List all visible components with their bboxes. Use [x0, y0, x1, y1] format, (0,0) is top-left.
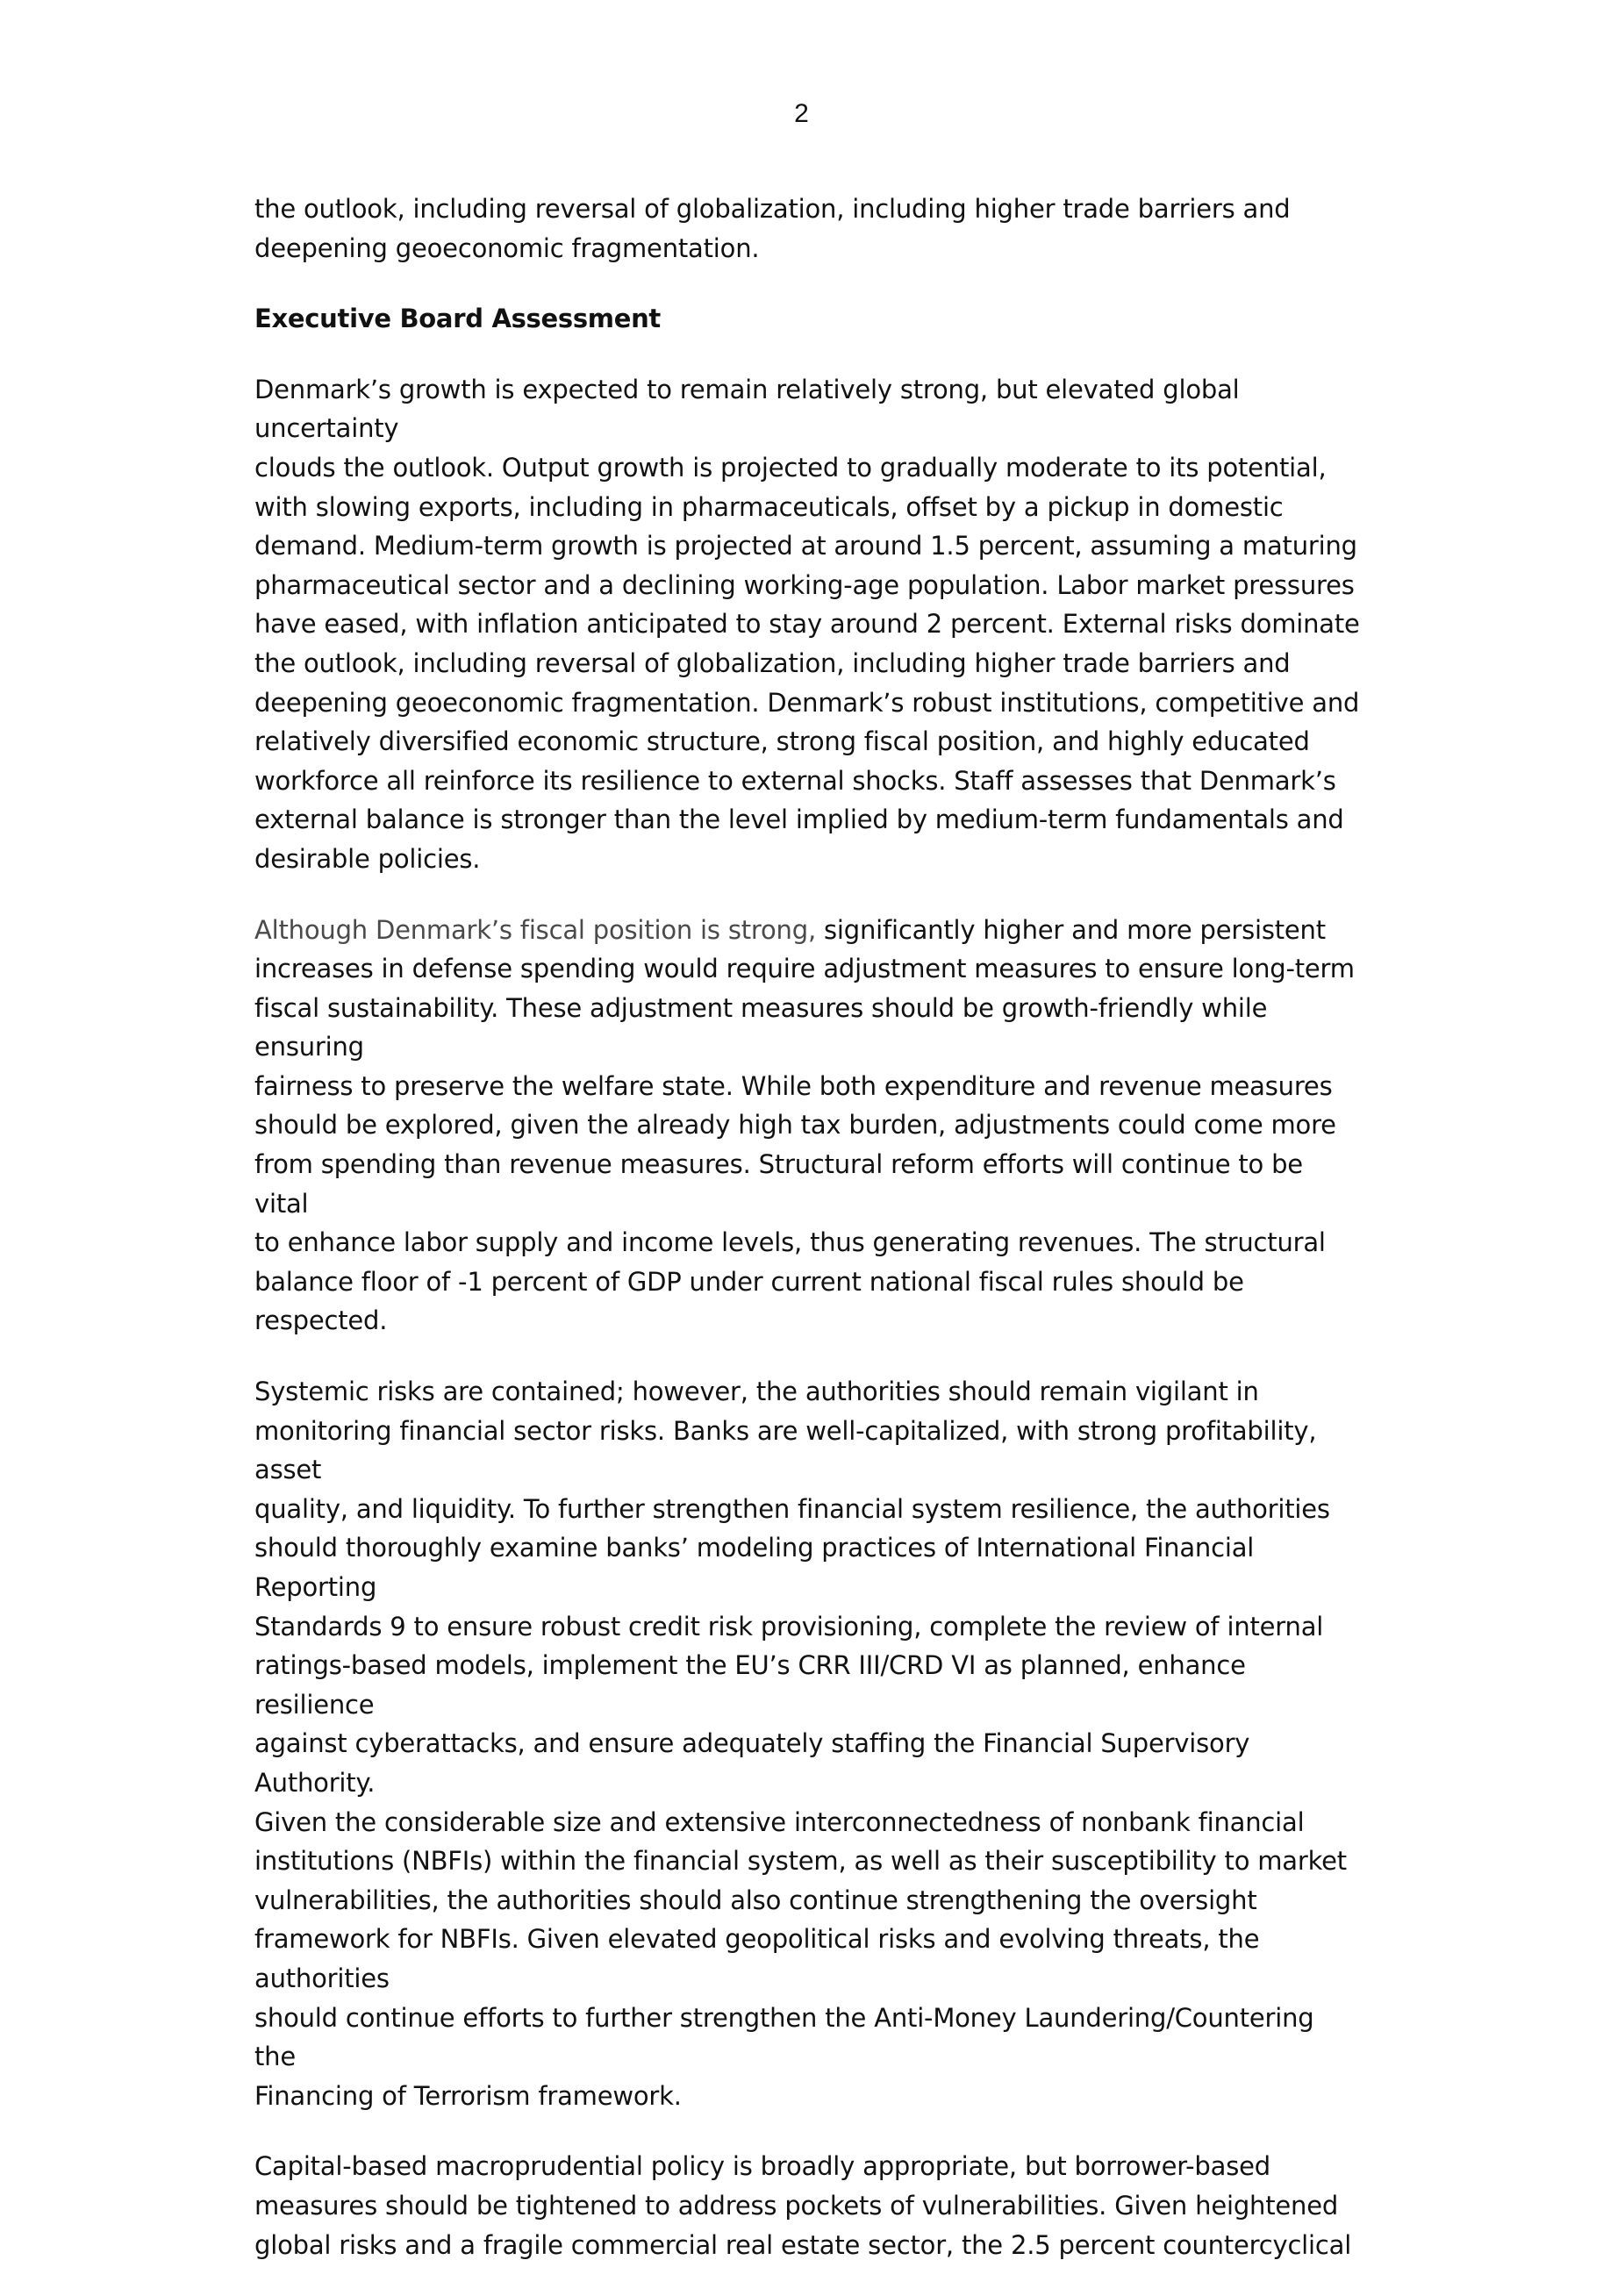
fiscal-body-text: significantly higher and more persistent increases in defense spending would require adjustment measures to ensure long-term fiscal sustainability. These adjustment measures should be growth-friendly while ensuring fairness to preserve the welfare state. While both expenditure and revenue measures should be explored, given the already high tax burden, adjustments could come more from spending than revenue measures. Structural reform efforts will continue to be vital to enhance labor supply and income levels, thus generating revenues. The structural balance floor of -1 percent of GDP under current national fiscal rules should be respected. — [254, 914, 1355, 1336]
growth-paragraph: Denmark’s growth is expected to remain relatively strong, but elevated global uncertainty clouds the outlook. Output growth is projected to gradually moderate to its potential, with slowing exports, including in pharmaceuticals, offset by a pickup in domestic demand. Medium-term growth is projected at around 1.5 percent, assuming a maturing pharmaceutical sector and a declining working-age population. Labor market pressures have eased, with inflation anticipated to stay around 2 percent. External risks dominate the outlook, including reversal of globalization, including higher trade barriers and deepening geoeconomic fragmentation. Denmark’s robust institutions, competitive and relatively diversified economic structure, strong fiscal position, and highly educated workforce all reinforce its resilience to external shocks. Staff assesses that Denmark’s external balance is stronger than the level implied by medium-term fundamentals and desirable policies. — [254, 374, 1360, 874]
intro-continuation-paragraph: the outlook, including reversal of globalization, including higher trade barriers and deepening geoeconomic fragmentation. — [254, 194, 1291, 263]
page-number: 2 — [794, 99, 809, 128]
macroprudential-paragraph: Capital-based macroprudential policy is broadly appropriate, but borrower-based measures should be tightened to address pockets of vulnerabilities. Given heightened global risks and a fragile commercial real estate sector, the 2.5 percent countercyclical — [254, 2151, 1352, 2260]
fiscal-lead-text: Although Denmark’s fiscal position is strong, — [254, 914, 816, 945]
fiscal-paragraph — [254, 911, 1360, 1341]
document-body — [254, 190, 1360, 2296]
systemic-risk-paragraph: Systemic risks are contained; however, the authorities should remain vigilant in monitoring financial sector risks. Banks are well-capitalized, with strong profitability, asset quality, and liquidity. To further strengthen financial system resilience, the authorities should thoroughly examine banks’ modeling practices of International Financial Reporting Standards 9 to ensure robust credit risk provisioning, complete the review of internal ratings-based models, implement the EU’s CRR III/CRD VI as planned, enhance resilience against cyberattacks, and ensure adequately staffing the Financial Supervisory Authority. Given the considerable size and extensive interconnectedness of nonbank financial institutions (NBFIs) within the financial system, as well as their susceptibility to market vulnerabilities, the authorities should also continue strengthening the oversight framework for NBFIs. Given elevated geopolitical risks and evolving threats, the authorities should continue efforts to further strengthen the Anti-Money Laundering/Countering the Financing of Terrorism framework. — [254, 1377, 1347, 2111]
section-heading: Executive Board Assessment — [254, 304, 661, 334]
